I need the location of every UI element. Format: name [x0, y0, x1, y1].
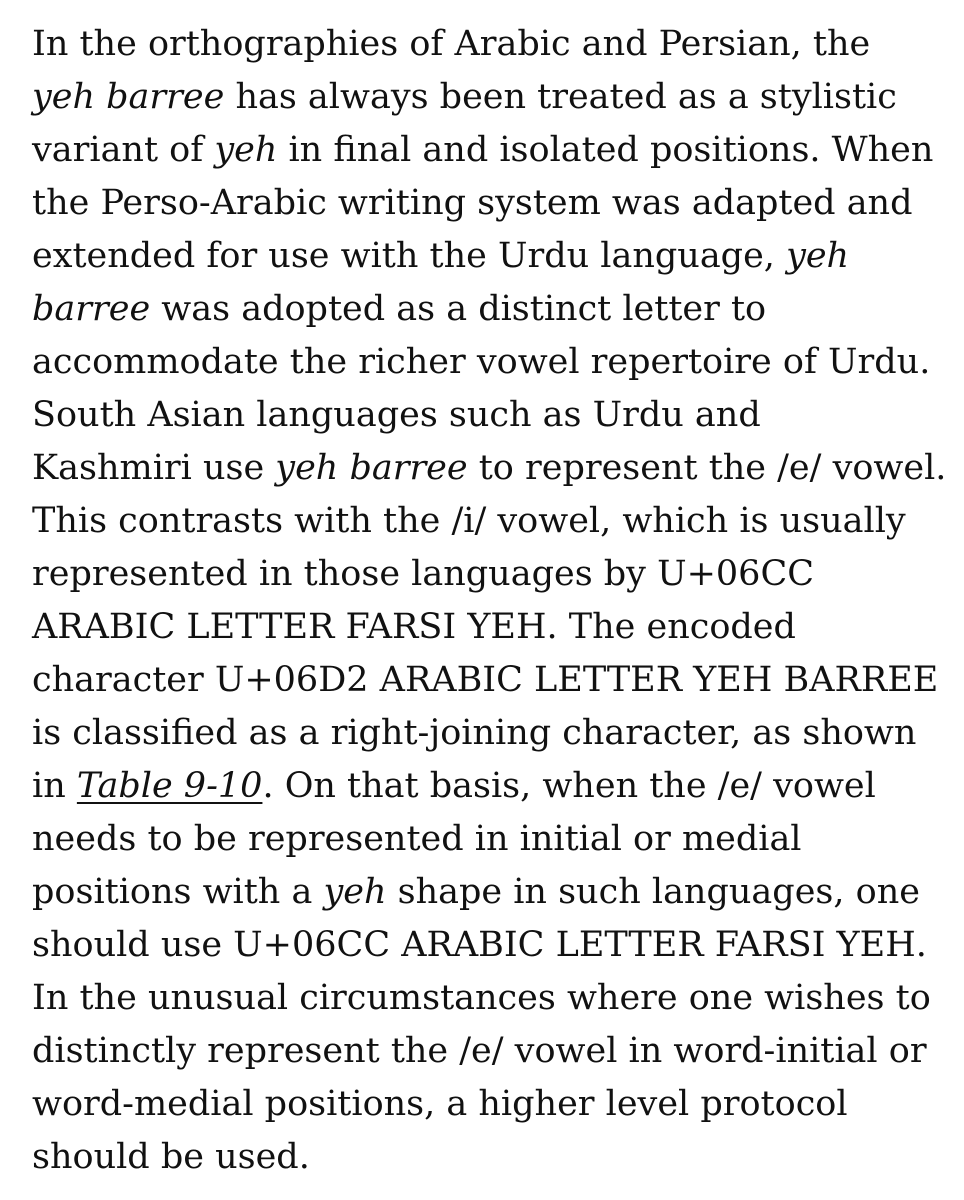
text: in final and isolated positions. When — [277, 130, 934, 170]
text: . — [915, 925, 927, 965]
text-line — [32, 707, 952, 760]
text-line — [32, 230, 952, 283]
text-line — [32, 71, 952, 124]
character-name: ARABIC LETTER FARSI YEH — [401, 925, 916, 965]
text: In the unusual circumstances where one wishes to — [32, 978, 931, 1018]
text: variant of — [32, 130, 215, 170]
text: represented in those languages by U+06CC — [32, 554, 814, 594]
text-line — [32, 495, 952, 548]
text: Kashmiri use — [32, 448, 276, 488]
character-name: ARABIC LETTER FARSI YEH — [32, 607, 547, 647]
text-line — [32, 1078, 952, 1131]
text-line — [32, 972, 952, 1025]
text-line — [32, 177, 952, 230]
text: . The encoded — [546, 607, 796, 647]
text: extended for use with the Urdu language, — [32, 236, 787, 276]
text: to represent the /e/ vowel. — [467, 448, 947, 488]
text-line — [32, 813, 952, 866]
text-line — [32, 283, 952, 336]
italic-term: yeh — [214, 130, 278, 170]
character-name: ARABIC LETTER YEH BARREE — [379, 660, 939, 700]
text: This contrasts with the /i/ vowel, which is usually — [32, 501, 906, 541]
body-paragraph — [32, 18, 952, 1184]
text-line — [32, 389, 952, 442]
text: has always been treated as a stylistic — [224, 77, 897, 117]
table-reference-link[interactable]: Table 9-10 — [76, 766, 263, 806]
text: . On that basis, when the /e/ vowel — [262, 766, 876, 806]
text: distinctly represent the /e/ vowel in word-initial or — [32, 1031, 927, 1071]
text-line — [32, 1131, 952, 1184]
text: the Perso-Arabic writing system was adapted and — [32, 183, 913, 223]
text: In the orthographies of Arabic and Persian, the — [32, 24, 871, 64]
text-line — [32, 18, 952, 71]
text: character U+06D2 — [32, 660, 380, 700]
text: needs to be represented in initial or medial — [32, 819, 802, 859]
text: should be used. — [32, 1137, 310, 1177]
text-line — [32, 124, 952, 177]
text-line — [32, 548, 952, 601]
text: should use U+06CC — [32, 925, 402, 965]
text: was adopted as a distinct letter to — [150, 289, 767, 329]
italic-term: yeh — [323, 872, 387, 912]
text-line — [32, 866, 952, 919]
text-line — [32, 760, 952, 813]
text: word-medial positions, a higher level protocol — [32, 1084, 848, 1124]
text: South Asian languages such as Urdu and — [32, 395, 761, 435]
italic-term: yeh — [786, 236, 850, 276]
text: accommodate the richer vowel repertoire of Urdu. — [32, 342, 931, 382]
italic-term: yeh barree — [32, 77, 225, 117]
text: positions with a — [32, 872, 324, 912]
italic-term: yeh barree — [275, 448, 468, 488]
text-line — [32, 919, 952, 972]
text-line — [32, 1025, 952, 1078]
text-line — [32, 336, 952, 389]
text-line — [32, 442, 952, 495]
italic-term: barree — [32, 289, 151, 329]
text: shape in such languages, one — [386, 872, 920, 912]
text-line — [32, 601, 952, 654]
text-line — [32, 654, 952, 707]
text: is classified as a right-joining character, as shown — [32, 713, 917, 753]
text: in — [32, 766, 77, 806]
